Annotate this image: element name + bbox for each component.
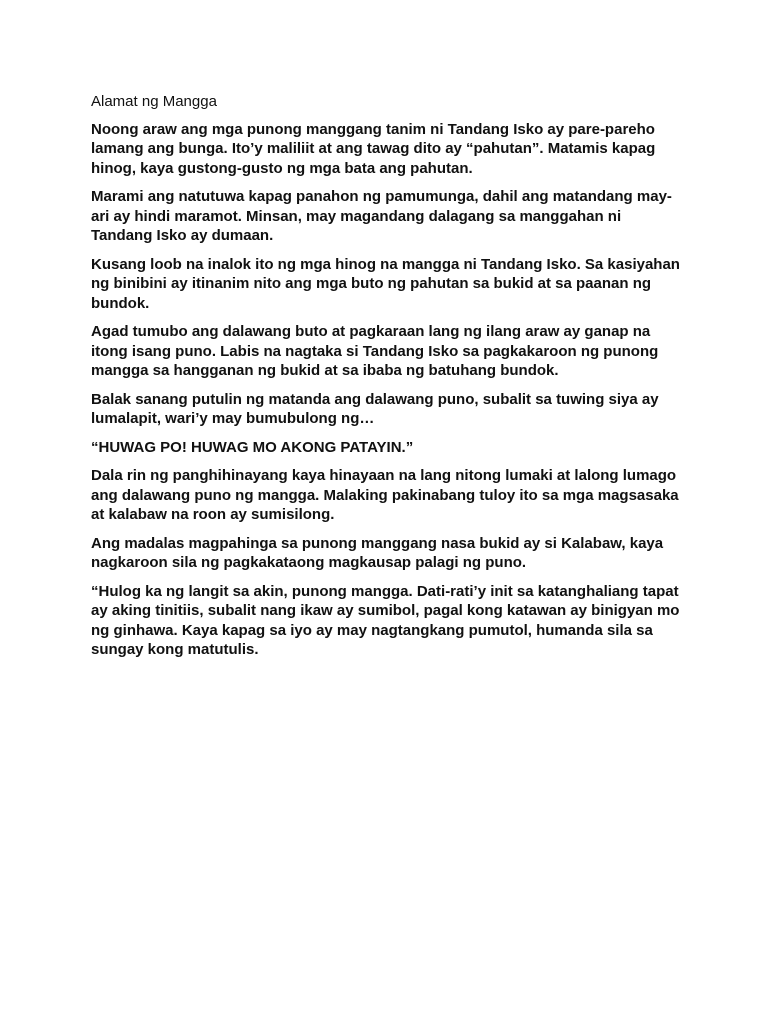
paragraph-7: Dala rin ng panghihinayang kaya hinayaan na lang nitong lumaki at lalong lumago ang dalawang puno ng mangga. Malaking pakinabang tuloy ito sa mga magsasaka at kalabaw na roon ay sumisilong. [91, 467, 679, 523]
paragraph-6: “HUWAG PO! HUWAG MO AKONG PATAYIN.” [91, 438, 414, 456]
paragraph-9: “Hulog ka ng langit sa akin, punong mangga. Dati-rati’y init sa katanghaliang tapat ay aking tinitiis, subalit nang ikaw ay sumibol, pagal kong katawan ay binigyan mo ng ginhawa. Kaya kapag sa iyo ay may nagtangkang pumutol, humanda sila sa sungay kong matutulis. [91, 582, 680, 658]
paragraph-8: Ang madalas magpahinga sa punong manggang nasa bukid ay si Kalabaw, kaya nagkaroon sila ng pagkakataong magkausap palagi ng puno. [91, 534, 664, 571]
paragraph-3: Kusang loob na inalok ito ng mga hinog na mangga ni Tandang Isko. Sa kasiyahan ng binibini ay itinanim nito ang mga buto ng pahutan sa bukid at sa paanan ng bundok. [91, 255, 680, 312]
document-page [91, 92, 681, 669]
paragraph-5: Balak sanang putulin ng matanda ang dalawang puno, subalit sa tuwing siya ay lumalapit, wari’y may bumubulong ng… [91, 390, 659, 427]
paragraph-1: Noong araw ang mga punong manggang tanim ni Tandang Isko ay pare-pareho lamang ang bunga. Ito’y maliliit at ang tawag dito ay “pahutan”. Matamis kapag hinog, kaya gustong-gusto ng mga bata ang pahutan. [91, 120, 656, 177]
document-title: Alamat ng Mangga [91, 93, 217, 110]
paragraph-2: Marami ang natutuwa kapag panahon ng pamumunga, dahil ang matandang may-ari ay hindi maramot. Minsan, may magandang dalagang sa manggahan ni Tandang Isko ay dumaan. [91, 188, 672, 244]
paragraph-4: Agad tumubo ang dalawang buto at pagkaraan lang ng ilang araw ay ganap na itong isang puno. Labis na nagtaka si Tandang Isko sa pagkakaroon ng punong mangga sa hangganan ng bukid at sa ibaba ng batuhang bundok. [91, 323, 659, 379]
